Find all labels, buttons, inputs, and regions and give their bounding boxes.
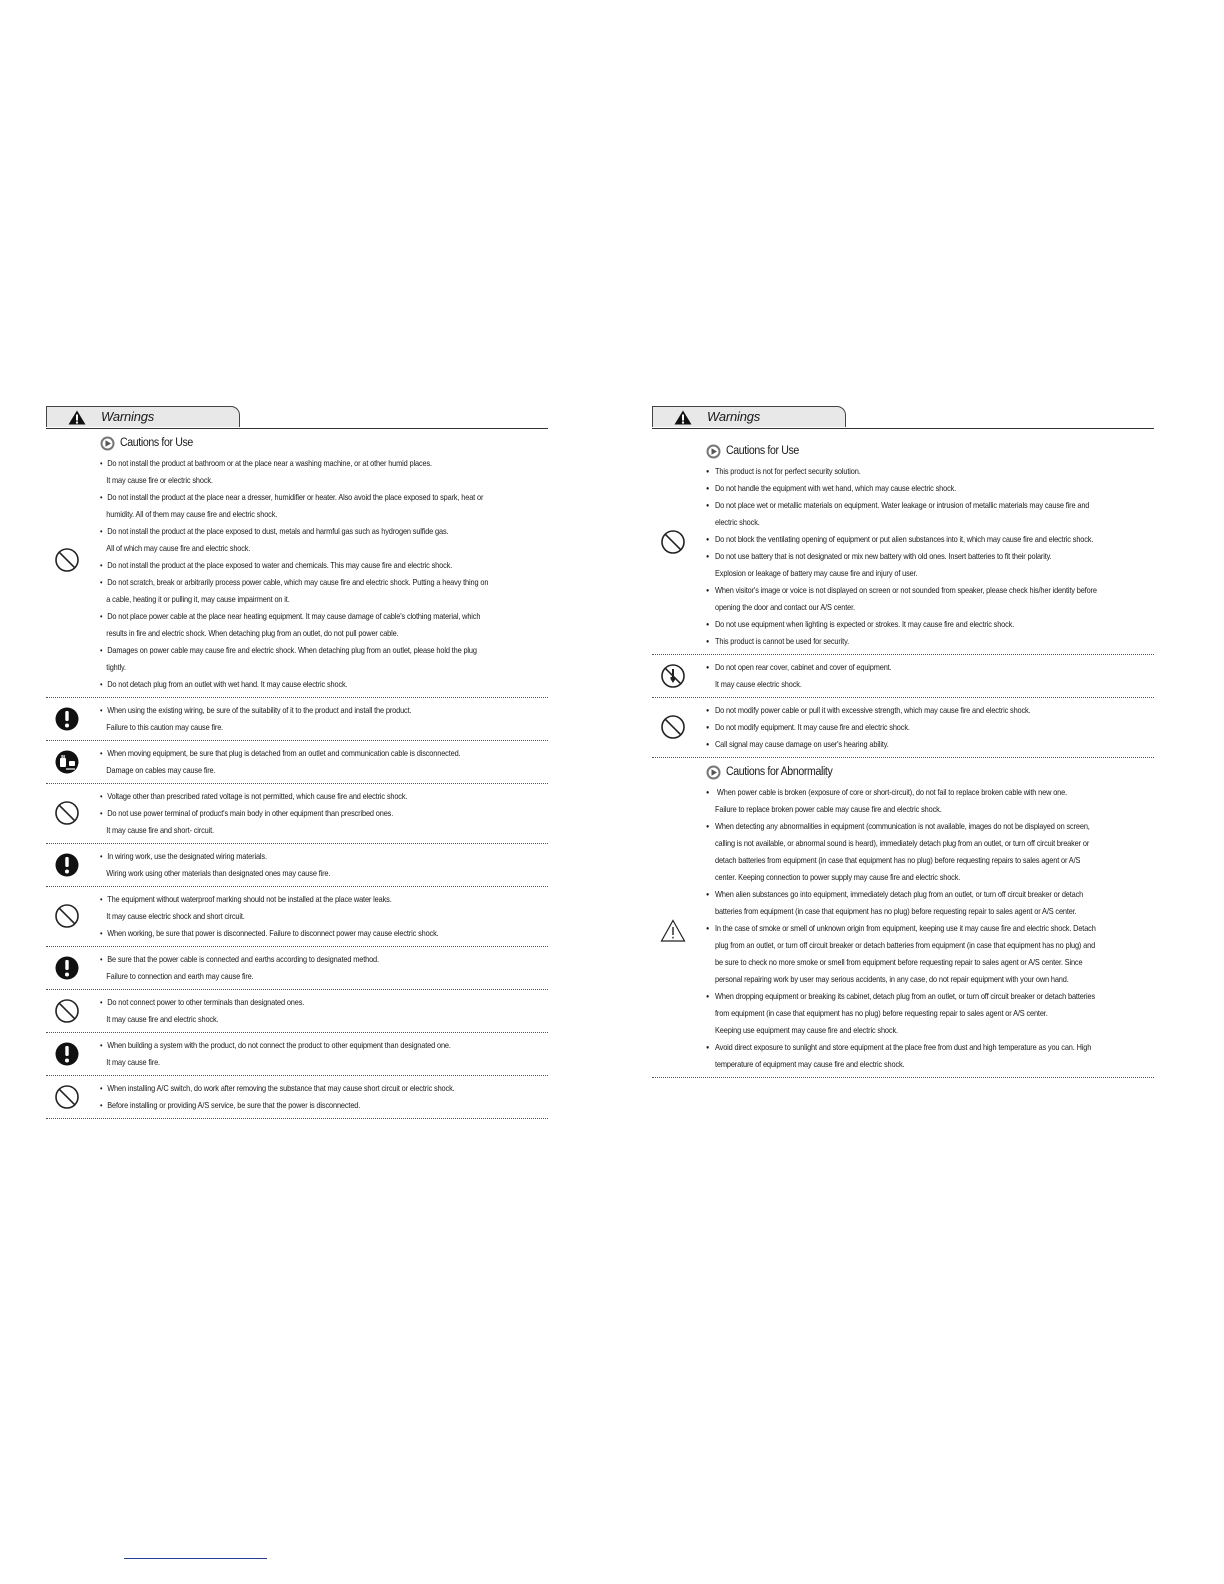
- list-item: • When building a system with the product, do not connect the product to other equipment than designated one.: [100, 1037, 503, 1054]
- caution-block: [46, 698, 548, 741]
- list-item: ● Do not modify equipment. It may cause fire and electric shock.: [706, 719, 1109, 736]
- list-item-detail: Damage on cables may cause fire.: [106, 766, 216, 775]
- list-item: ● When detecting any abnormalities in equipment (communication is not available, images do not be displayed on screen,: [706, 818, 1109, 835]
- list-item: ● When dropping equipment or breaking its cabinet, detach plug from an outlet, or turn off circuit breaker or detach batteries: [706, 988, 1109, 1005]
- prohibited-icon: [54, 998, 80, 1024]
- list-item: • Damages on power cable may cause fire and electric shock. When detaching plug from an outlet, please hold the plug: [100, 642, 503, 659]
- prohibited-icon: [660, 714, 686, 740]
- list-item: • Do not connect power to other terminals than designated ones.: [100, 994, 503, 1011]
- list-item: ● Avoid direct exposure to sunlight and store equipment at the place free from dust and high temperature as you can. High: [706, 1039, 1109, 1056]
- mandatory-icon: [54, 955, 80, 981]
- list-item-detail: Explosion or leakage of battery may cause fire and injury of user.: [715, 569, 918, 578]
- list-item: ● When visitor's image or voice is not displayed on screen or not sounded from speaker, please check his/her identity before: [706, 582, 1109, 599]
- caution-block: [652, 429, 1154, 655]
- list-item: • In wiring work, use the designated wiring materials.: [100, 848, 503, 865]
- list-item: ● When power cable is broken (exposure of core or short-circuit), do not fail to replace broken cable with new one.: [706, 784, 1109, 801]
- left-page: [46, 406, 548, 1119]
- mandatory-icon: [54, 852, 80, 878]
- list-item: ● When alien substances go into equipment, immediately detach plug from an outlet, or turn off circuit breaker or detach: [706, 886, 1109, 903]
- caution-block: [652, 698, 1154, 758]
- caution-triangle-icon: [660, 918, 686, 944]
- list-item: • When moving equipment, be sure that plug is detached from an outlet and communication cable is disconnected.: [100, 745, 503, 762]
- list-item-detail: humidity. All of them may cause fire and electric shock.: [106, 510, 278, 519]
- play-circle-icon: [706, 765, 721, 780]
- caution-block: [46, 990, 548, 1033]
- list-item-detail: personal repairing work by user may serious accidents, in any case, do not repair equipment with your own hand.: [715, 975, 1069, 984]
- list-item: ● Call signal may cause damage on user's hearing ability.: [706, 736, 1109, 753]
- list-item: ● Do not block the ventilating opening of equipment or put alien substances into it, which may cause fire and electric shock.: [706, 531, 1109, 548]
- caution-block: [652, 758, 1154, 1078]
- caution-block: [46, 1033, 548, 1076]
- list-item: ● Do not open rear cover, cabinet and cover of equipment.: [706, 659, 1109, 676]
- tab-title: Warnings: [101, 409, 155, 424]
- caution-block: [46, 741, 548, 784]
- caution-block: [46, 844, 548, 887]
- list-item: • Do not install the product at the place exposed to water and chemicals. This may cause fire and electric shock.: [100, 557, 503, 574]
- list-item: ● Do not modify power cable or pull it with excessive strength, which may cause fire and electric shock.: [706, 702, 1109, 719]
- list-item-detail: Wiring work using other materials than designated ones may cause fire.: [106, 869, 331, 878]
- caution-block: [46, 1076, 548, 1119]
- prohibited-icon: [54, 1084, 80, 1110]
- list-item-detail: from equipment (in case that equipment has no plug) before requesting repair to sales agent or A/S center.: [715, 1009, 1048, 1018]
- warnings-header: [652, 406, 1154, 429]
- prohibited-icon: [54, 800, 80, 826]
- list-item: ● Do not use equipment when lighting is expected or strokes. It may cause fire and electric shock.: [706, 616, 1109, 633]
- list-item-detail: Failure to replace broken power cable may cause fire and electric shock.: [715, 805, 942, 814]
- mandatory-icon: [54, 1041, 80, 1067]
- list-item-detail: It may cause electric shock.: [715, 680, 802, 689]
- caution-block: [46, 784, 548, 844]
- list-item: • Before installing or providing A/S service, be sure that the power is disconnected.: [100, 1097, 503, 1114]
- no-disassembly-icon: [660, 663, 686, 689]
- section-title: Cautions for Abnormality: [726, 766, 833, 778]
- list-item-detail: temperature of equipment may cause fire and electric shock.: [715, 1060, 905, 1069]
- caution-block: [46, 887, 548, 947]
- tab-title: Warnings: [707, 409, 761, 424]
- list-item-detail: Failure to this caution may cause fire.: [106, 723, 224, 732]
- list-item-detail: Keeping use equipment may cause fire and electric shock.: [715, 1026, 898, 1035]
- list-item: • Do not install the product at the place exposed to dust, metals and harmful gas such as hydrogen sulfide gas.: [100, 523, 503, 540]
- warnings-tab: [652, 406, 846, 427]
- list-item: • Do not detach plug from an outlet with wet hand. It may cause electric shock.: [100, 676, 503, 693]
- list-item-detail: center. Keeping connection to power supply may cause fire and electric shock.: [715, 873, 961, 882]
- list-item-detail: It may cause electric shock and short circuit.: [106, 912, 245, 921]
- caution-block: [46, 429, 548, 698]
- list-item: ● Do not handle the equipment with wet hand, which may cause electric shock.: [706, 480, 1109, 497]
- section-heading: [706, 441, 1154, 461]
- list-item: • The equipment without waterproof marking should not be installed at the place water leaks.: [100, 891, 503, 908]
- list-item: • Do not install the product at bathroom or at the place near a washing machine, or at other humid places.: [100, 455, 503, 472]
- list-item: ● This product is not for perfect security solution.: [706, 463, 1109, 480]
- list-item-detail: detach batteries from equipment (in case that equipment has no plug) before requesting repairs to sales agent or A/S: [715, 856, 1081, 865]
- list-item-detail: Failure to connection and earth may cause fire.: [106, 972, 254, 981]
- caution-block: [652, 655, 1154, 698]
- prohibited-icon: [54, 903, 80, 929]
- play-circle-icon: [100, 436, 115, 451]
- list-item-detail: It may cause fire and short- circuit.: [106, 826, 214, 835]
- list-item-detail: opening the door and contact our A/S center.: [715, 603, 855, 612]
- section-title: Cautions for Use: [726, 445, 799, 457]
- list-item-detail: tightly.: [106, 663, 126, 672]
- mandatory-icon: [54, 706, 80, 732]
- section-heading: [100, 433, 548, 453]
- warnings-tab: [46, 406, 240, 427]
- list-item-detail: calling is not available, or abnormal sound is heard), immediately detach plug from an outlet, or turn off circuit breaker or: [715, 839, 1090, 848]
- warning-triangle-icon: [674, 410, 692, 425]
- list-item: • When installing A/C switch, do work after removing the substance that may cause short circuit or electric shock.: [100, 1080, 503, 1097]
- list-item-detail: batteries from equipment (in case that equipment has no plug) before requesting repair to sales agent or A/S center.: [715, 907, 1077, 916]
- section-title: Cautions for Use: [120, 437, 193, 449]
- prohibited-icon: [660, 529, 686, 555]
- list-item: ● Do not use battery that is not designated or mix new battery with old ones. Insert batteries to fit their polarity.: [706, 548, 1109, 565]
- list-item-detail: It may cause fire.: [106, 1058, 160, 1067]
- play-circle-icon: [706, 444, 721, 459]
- list-item-detail: plug from an outlet, or turn off circuit breaker or detach batteries from equipment (in case that equipment has no plug) and: [715, 941, 1096, 950]
- list-item: • When working, be sure that power is disconnected. Failure to disconnect power may cause electric shock.: [100, 925, 503, 942]
- list-item: ● This product is cannot be used for security.: [706, 633, 1109, 650]
- right-page: [652, 406, 1154, 1078]
- list-item: • Be sure that the power cable is connected and earths according to designated method.: [100, 951, 503, 968]
- list-item-detail: electric shock.: [715, 518, 760, 527]
- list-item-detail: It may cause fire or electric shock.: [106, 476, 213, 485]
- list-item-detail: results in fire and electric shock. When detaching plug from an outlet, do not pull power cable.: [106, 629, 399, 638]
- list-item-detail: All of which may cause fire and electric shock.: [106, 544, 251, 553]
- list-item: ● In the case of smoke or smell of unknown origin from equipment, keeping use it may cause fire and electric shock. Detach: [706, 920, 1109, 937]
- list-item-detail: a cable, heating it or pulling it, may cause impairment on it.: [106, 595, 290, 604]
- list-item: • Do not use power terminal of product's main body in other equipment than prescribed ones.: [100, 805, 503, 822]
- prohibited-icon: [54, 547, 80, 573]
- list-item-detail: It may cause fire and electric shock.: [106, 1015, 219, 1024]
- list-item: • Do not scratch, break or arbitrarily process power cable, which may cause fire and electric shock. Putting a heavy thing on: [100, 574, 503, 591]
- warnings-header: [46, 406, 548, 429]
- list-item: • Do not install the product at the place near a dresser, humidifier or heater. Also avoid the place exposed to spark, heat or: [100, 489, 503, 506]
- list-item: • Voltage other than prescribed rated voltage is not permitted, which cause fire and electric shock.: [100, 788, 503, 805]
- list-item: ● Do not place wet or metallic materials on equipment. Water leakage or intrusion of metallic materials may cause fire and: [706, 497, 1109, 514]
- unplug-icon: [54, 749, 80, 775]
- footer-rule: [124, 1558, 267, 1559]
- caution-block: [46, 947, 548, 990]
- list-item-detail: be sure to check no more smoke or smell from equipment before requesting repair to sales agent or A/S center. Since: [715, 958, 1083, 967]
- list-item: • Do not place power cable at the place near heating equipment. It may cause damage of cable's clothing material, which: [100, 608, 503, 625]
- section-heading: [706, 762, 1154, 782]
- list-item: • When using the existing wiring, be sure of the suitability of it to the product and install the product.: [100, 702, 503, 719]
- warning-triangle-icon: [68, 410, 86, 425]
